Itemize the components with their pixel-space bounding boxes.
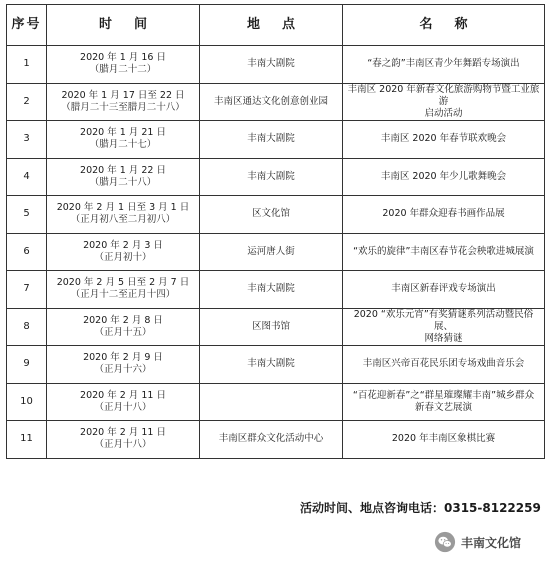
row-index: 11 xyxy=(7,421,47,459)
event-name-line-1: “欢乐的旋律”丰南区春节花会秧歌进城展演 xyxy=(353,245,534,257)
event-name-line-2: 启动活动 xyxy=(424,107,463,119)
row-date: 2020 年 2 月 11 日 xyxy=(80,427,166,439)
row-index: 9 xyxy=(7,346,47,384)
row-place: 丰南大剧院 xyxy=(200,46,343,84)
row-index: 2 xyxy=(7,83,47,121)
row-place: 运河唐人街 xyxy=(200,233,343,271)
table-row xyxy=(7,158,545,196)
row-index: 3 xyxy=(7,121,47,159)
table-row xyxy=(7,271,545,309)
row-time xyxy=(47,346,200,384)
wechat-icon xyxy=(434,531,456,553)
row-lunar-date: （正月十五） xyxy=(94,326,152,338)
table-row xyxy=(7,196,545,234)
row-event-name xyxy=(343,158,545,196)
row-lunar-date: （腊月二十八） xyxy=(89,176,157,188)
table-row xyxy=(7,308,545,346)
row-time xyxy=(47,121,200,159)
row-lunar-date: （正月十八） xyxy=(94,439,152,451)
row-date: 2020 年 2 月 5 日至 2 月 7 日 xyxy=(56,277,190,289)
row-index: 10 xyxy=(7,383,47,421)
event-name-line-1: 2020 年群众迎春书画作品展 xyxy=(382,208,505,220)
row-event-name xyxy=(343,383,545,421)
row-place: 丰南大剧院 xyxy=(200,121,343,159)
row-event-name xyxy=(343,196,545,234)
row-place: 区图书馆 xyxy=(200,308,343,346)
event-name-line-1: 丰南区 2020 年新春文化旅游购物节暨工业旅游 xyxy=(347,83,540,107)
activity-schedule-table xyxy=(6,4,545,459)
row-event-name xyxy=(343,83,545,121)
row-date: 2020 年 2 月 9 日 xyxy=(83,352,163,364)
table-row xyxy=(7,233,545,271)
header-name: 名称 xyxy=(343,5,545,46)
row-lunar-date: （正月初十） xyxy=(94,251,152,263)
row-date: 2020 年 2 月 8 日 xyxy=(83,314,163,326)
row-time xyxy=(47,46,200,84)
event-name-line-2: 新春文艺展演 xyxy=(414,401,472,413)
table-header-row xyxy=(7,5,545,46)
row-lunar-date: （腊月二十七） xyxy=(89,139,157,151)
row-lunar-date: （正月十六） xyxy=(94,364,152,376)
header-place: 地点 xyxy=(200,5,343,46)
row-index: 6 xyxy=(7,233,47,271)
row-place: 区文化馆 xyxy=(200,196,343,234)
row-time xyxy=(47,308,200,346)
row-place: 丰南区通达文化创意创业园 xyxy=(200,83,343,121)
row-place: 丰南大剧院 xyxy=(200,271,343,309)
brand-name: 丰南文化馆 xyxy=(461,535,522,550)
event-name-line-1: 丰南区 2020 年少儿歌舞晚会 xyxy=(380,170,507,182)
event-name-line-1: 丰南区兴帝百花民乐团专场戏曲音乐会 xyxy=(362,358,525,370)
table-row xyxy=(7,383,545,421)
table-row xyxy=(7,83,545,121)
row-time xyxy=(47,421,200,459)
row-lunar-date: （正月初八至二月初八） xyxy=(70,214,176,226)
inquiry-phone-text: 活动时间、地点咨询电话：0315-8122259 xyxy=(300,501,541,515)
row-lunar-date: （腊月二十二） xyxy=(89,64,157,76)
row-time xyxy=(47,271,200,309)
header-time: 时间 xyxy=(47,5,200,46)
row-place: 丰南区群众文化活动中心 xyxy=(200,421,343,459)
row-index: 4 xyxy=(7,158,47,196)
row-date: 2020 年 1 月 17 日至 22 日 xyxy=(61,89,185,101)
row-date: 2020 年 1 月 16 日 xyxy=(80,52,166,64)
event-name-line-1: “春之韵”丰南区青少年舞蹈专场演出 xyxy=(367,58,520,70)
row-event-name xyxy=(343,346,545,384)
row-event-name xyxy=(343,421,545,459)
event-name-line-1: 丰南区新春评戏专场演出 xyxy=(391,283,496,295)
table-body xyxy=(7,46,545,459)
row-date: 2020 年 2 月 3 日 xyxy=(83,239,163,251)
row-index: 7 xyxy=(7,271,47,309)
row-event-name xyxy=(343,308,545,346)
row-time xyxy=(47,383,200,421)
event-name-line-1: 2020 年丰南区象棋比赛 xyxy=(391,433,496,445)
row-date: 2020 年 1 月 21 日 xyxy=(80,127,166,139)
event-name-line-1: 2020 “欢乐元宵”有奖猜谜系列活动暨民俗展、 xyxy=(353,308,534,332)
row-place: 丰南大剧院 xyxy=(200,346,343,384)
table-row xyxy=(7,421,545,459)
event-name-line-2: 网络猜谜 xyxy=(424,332,463,344)
row-event-name xyxy=(343,271,545,309)
row-index: 1 xyxy=(7,46,47,84)
table-row xyxy=(7,46,545,84)
row-index: 8 xyxy=(7,308,47,346)
event-name-line-1: “百花迎新春”之“群星璀璨耀丰南”城乡群众 xyxy=(352,389,535,401)
row-date: 2020 年 1 月 22 日 xyxy=(80,164,166,176)
row-place xyxy=(200,383,343,421)
row-time xyxy=(47,233,200,271)
row-time xyxy=(47,158,200,196)
row-event-name xyxy=(343,121,545,159)
row-date: 2020 年 2 月 11 日 xyxy=(80,389,166,401)
table-row xyxy=(7,121,545,159)
header-index: 序号 xyxy=(7,5,47,46)
row-place: 丰南大剧院 xyxy=(200,158,343,196)
row-lunar-date: （正月十八） xyxy=(94,401,152,413)
row-event-name xyxy=(343,233,545,271)
row-lunar-date: （腊月二十三至腊月二十八） xyxy=(61,101,185,113)
row-lunar-date: （正月十二至正月十四） xyxy=(70,289,176,301)
schedule-table-container xyxy=(6,4,544,459)
row-time xyxy=(47,196,200,234)
row-event-name xyxy=(343,46,545,84)
table-row xyxy=(7,346,545,384)
row-date: 2020 年 2 月 1 日至 3 月 1 日 xyxy=(56,202,190,214)
event-name-line-1: 丰南区 2020 年春节联欢晚会 xyxy=(380,133,507,145)
row-index: 5 xyxy=(7,196,47,234)
row-time xyxy=(47,83,200,121)
brand-watermark xyxy=(434,531,521,553)
